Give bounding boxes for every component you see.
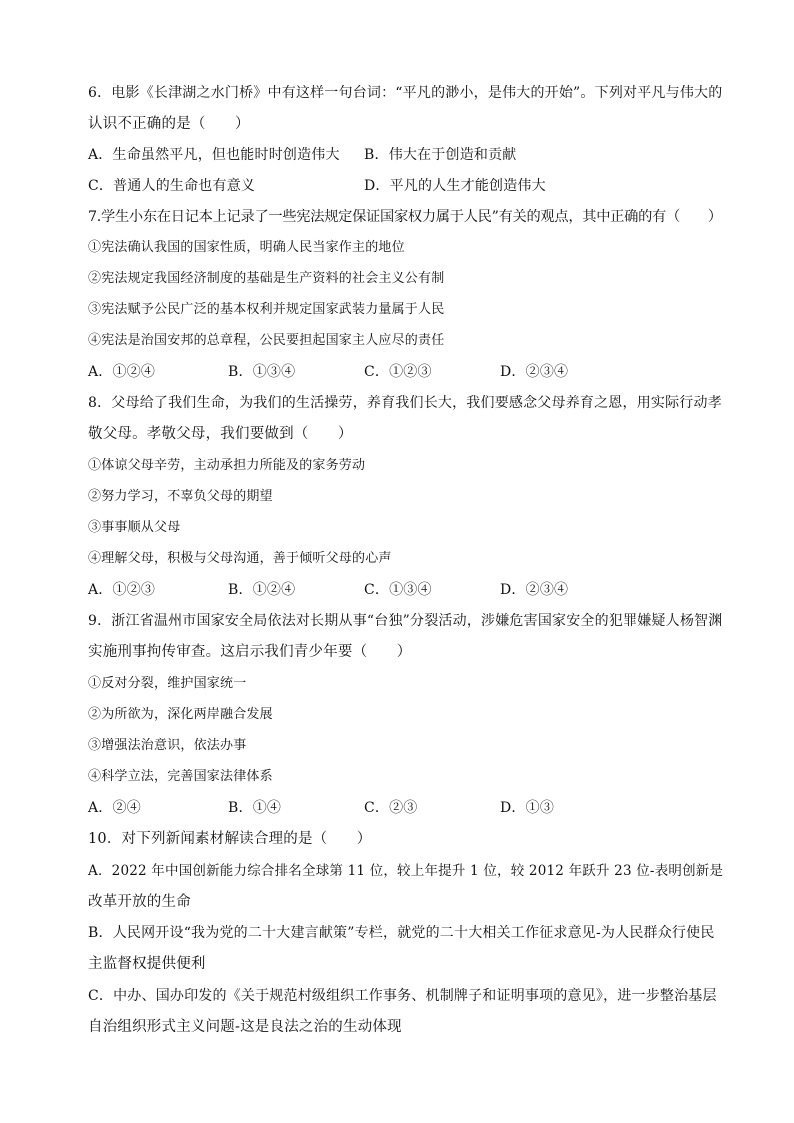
q8-option-a: A．①②③ [88,582,156,598]
q7-stem-line-1: 7.学生小东在日记本上记录了一些宪法规定保证国家权力属于人民”有关的观点，其中正确的有（ ） [88,209,722,225]
q7-statement-4: ④宪法是治国安邦的总章程，公民要担起国家主人应尽的责任 [88,333,445,348]
q9-option-c: C．②③ [364,800,418,816]
q6-option-d: D．平凡的人生才能创造伟大 [364,178,546,194]
q10-stem-line-1: 10．对下列新闻素材解读合理的是（ ） [88,831,372,847]
q7-statement-3: ③宪法赋予公民广泛的基本权利并规定国家武装力量属于人民 [88,302,445,317]
q7-option-c: C．①②③ [364,364,432,380]
q6-stem-line-2: 认识不正确的是（ ） [88,116,250,132]
q9-statement-2: ②为所欲为，深化两岸融合发展 [88,707,273,722]
q9-statement-4: ④科学立法，完善国家法律体系 [88,769,273,784]
q10-option-b-line-2: 主监督权提供便利 [88,956,206,972]
q10-option-a-line-1: A．2022 年中国创新能力综合排名全球第 11 位，较上年提升 1 位，较 2012 年跃升 23 位-表明创新是 [88,863,724,879]
q8-statement-1: ①体谅父母辛劳，主动承担力所能及的家务劳动 [88,458,366,473]
q9-statement-1: ①反对分裂，维护国家统一 [88,676,247,691]
q8-statement-3: ③事事顺从父母 [88,520,181,535]
q10-option-c-line-1: C．中办、国办印发的《关于规范村级组织工作事务、机制牌子和证明事项的意见》，进一步整治基层 [88,988,717,1004]
q7-option-b: B．①③④ [228,364,296,380]
q6-stem-line-1: 6．电影《长津湖之水门桥》中有这样一句台词：“平凡的渺小，是伟大的开始”。下列对平凡与伟大的 [88,85,723,101]
q10-option-a-line-2: 改革开放的生命 [88,894,191,910]
q6-option-c: C．普通人的生命也有意义 [88,178,256,194]
q9-option-d: D．①③ [500,800,555,816]
q8-statement-2: ②努力学习，不辜负父母的期望 [88,489,273,504]
q8-option-c: C．①③④ [364,582,432,598]
q8-option-d: D．②③④ [500,582,569,598]
q9-option-b: B．①④ [228,800,282,816]
q7-statement-1: ①宪法确认我国的国家性质，明确人民当家作主的地位 [88,240,405,255]
q9-stem-line-1: 9．浙江省温州市国家安全局依法对长期从事“台独”分裂活动，涉嫌危害国家安全的犯罪嫌疑人杨智渊 [88,613,723,629]
q6-option-a: A．生命虽然平凡，但也能时时创造伟大 [88,147,340,163]
q8-option-b: B．①②④ [228,582,296,598]
q8-statement-4: ④理解父母，积极与父母沟通，善于倾听父母的心声 [88,551,392,566]
q7-option-d: D．②③④ [500,364,569,380]
q7-statement-2: ②宪法规定我国经济制度的基础是生产资料的社会主义公有制 [88,271,445,286]
q9-statement-3: ③增强法治意识，依法办事 [88,738,247,753]
q10-option-c-line-2: 自治组织形式主义问题-这是良法之治的生动体现 [88,1019,402,1035]
q9-stem-line-2: 实施刑事拘传审查。这启示我们青少年要（ ） [88,644,412,660]
q8-stem-line-2: 敬父母。孝敬父母，我们要做到（ ） [88,426,353,442]
q6-option-b: B．伟大在于创造和贡献 [364,147,517,163]
q8-stem-line-1: 8．父母给了我们生命，为我们的生活操劳，养育我们长大，我们要感念父母养育之恩，用实际行动孝 [88,395,722,411]
q10-option-b-line-1: B．人民网开设“我为党的二十大建言献策”专栏，就党的二十大相关工作征求意见-为人民群众行使民 [88,925,715,941]
q9-option-a: A．②④ [88,800,141,816]
q7-option-a: A．①②④ [88,364,156,380]
